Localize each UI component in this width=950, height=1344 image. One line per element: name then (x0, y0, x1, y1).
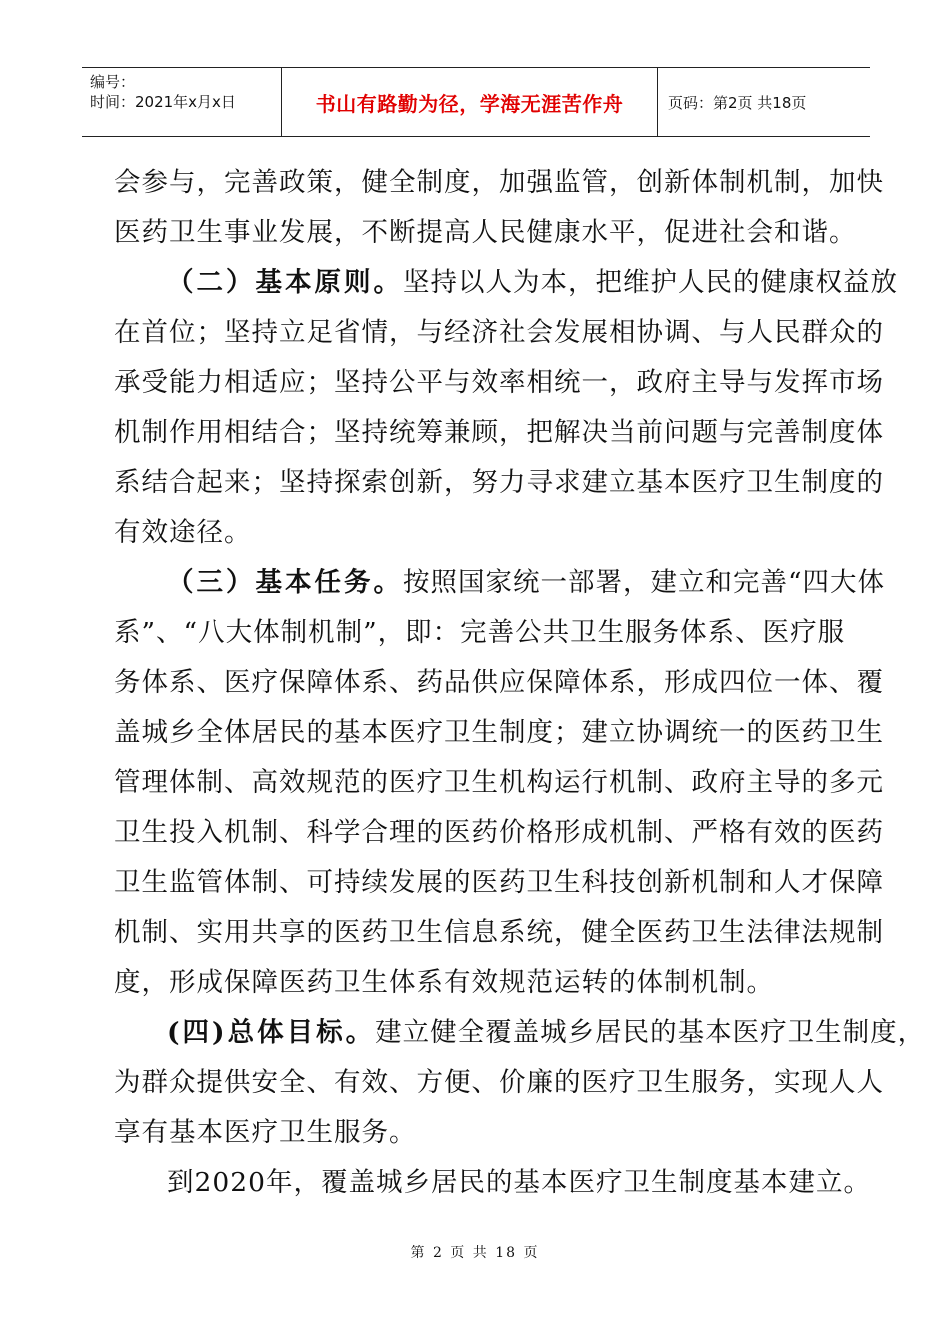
paragraph-line: 机制作用相结合；坚持统筹兼顾，把解决当前问题与完善制度体 (114, 417, 884, 448)
paragraph-line: 有效途径。 (114, 517, 252, 548)
document-date-label: 时间：2021年x月x日 (90, 93, 236, 111)
paragraph-text: 按照国家统一部署，建立和完善“四大体 (403, 567, 886, 598)
paragraph-text: 坚持以人为本，把维护人民的健康权益放 (403, 267, 898, 298)
paragraph-line: 盖城乡全体居民的基本医疗卫生制度；建立协调统一的医药卫生 (114, 717, 884, 748)
paragraph-line: 卫生投入机制、科学合理的医药价格形成机制、严格有效的医药 (114, 817, 884, 848)
paragraph-line: 在首位；坚持立足省情，与经济社会发展相协调、与人民群众的 (114, 317, 884, 348)
paragraph-line: 到2020年，覆盖城乡居民的基本医疗卫生制度基本建立。 (167, 1167, 871, 1198)
document-body (114, 158, 926, 1208)
paragraph-line: 务体系、医疗保障体系、药品供应保障体系，形成四位一体、覆 (114, 667, 884, 698)
paragraph-text: 建立健全覆盖城乡居民的基本医疗卫生制度， (375, 1017, 926, 1048)
paragraph-line: 享有基本医疗卫生服务。 (114, 1117, 417, 1148)
paragraph-line: 为群众提供安全、有效、方便、价廉的医疗卫生服务，实现人人 (114, 1067, 884, 1098)
header-page-info-cell (658, 68, 870, 136)
paragraph-line: 会参与，完善政策，健全制度，加强监管，创新体制机制，加快 (114, 167, 884, 198)
document-number-label: 编号： (90, 73, 136, 91)
section-heading: （二）基本原则。 (167, 267, 403, 298)
paragraph-line: 管理体制、高效规范的医疗卫生机构运行机制、政府主导的多元 (114, 767, 884, 798)
page-footer: 第 2 页 共 18 页 (410, 1245, 540, 1261)
paragraph-line: 度，形成保障医药卫生体系有效规范运转的体制机制。 (114, 967, 774, 998)
section-heading-line (114, 558, 886, 608)
paragraph-line: 系结合起来；坚持探索创新，努力寻求建立基本医疗卫生制度的 (114, 467, 884, 498)
section-heading-line (114, 1008, 926, 1058)
page-header (82, 67, 870, 137)
paragraph-line: 机制、实用共享的医药卫生信息系统，健全医药卫生法律法规制 (114, 917, 884, 948)
header-motto-cell (282, 68, 658, 136)
section-heading-line (114, 258, 898, 308)
section-heading: （三）基本任务。 (167, 567, 403, 598)
paragraph-line: 系”、“八大体制机制”，即：完善公共卫生服务体系、医疗服 (114, 617, 846, 648)
paragraph-line: 医药卫生事业发展，不断提高人民健康水平，促进社会和谐。 (114, 217, 857, 248)
paragraph-line: 承受能力相适应；坚持公平与效率相统一，政府主导与发挥市场 (114, 367, 884, 398)
header-page-info: 页码：第2页 共18页 (668, 93, 807, 112)
section-heading: (四)总体目标。 (167, 1017, 376, 1048)
header-motto: 书山有路勤为径，学海无涯苦作舟 (315, 91, 624, 116)
header-meta (82, 68, 282, 136)
paragraph-line: 卫生监管体制、可持续发展的医药卫生科技创新机制和人才保障 (114, 867, 884, 898)
